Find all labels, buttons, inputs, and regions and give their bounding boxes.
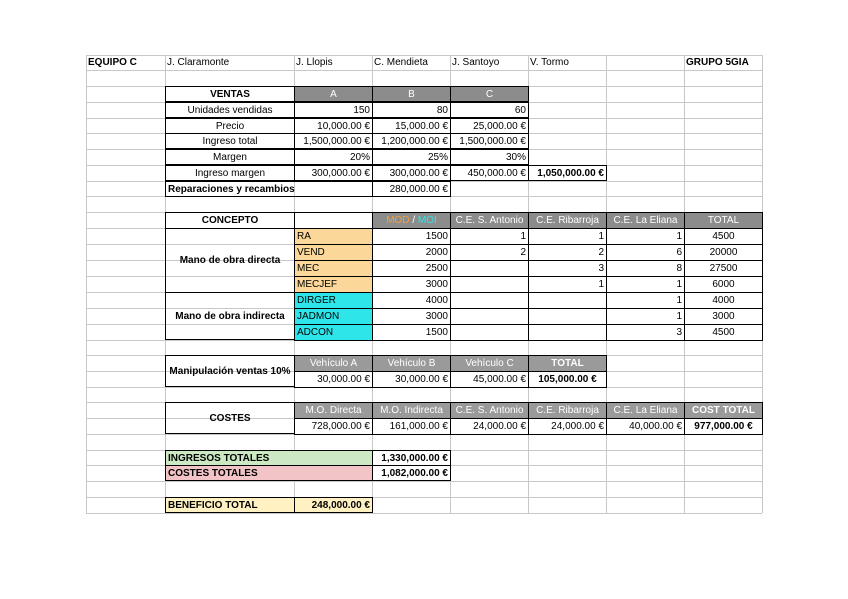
reparaciones-value[interactable]: 280,000.00 € bbox=[372, 181, 451, 197]
ventas-row-value[interactable]: 1,500,000.00 € bbox=[294, 133, 373, 149]
concepto-code[interactable]: ADCON bbox=[294, 324, 373, 341]
costes-value[interactable]: 24,000.00 € bbox=[450, 418, 529, 435]
concepto-code[interactable]: JADMON bbox=[294, 308, 373, 325]
concepto-code[interactable]: MEC bbox=[294, 260, 373, 277]
concepto-code[interactable]: DIRGER bbox=[294, 292, 373, 309]
ventas-row-label[interactable]: Unidades vendidas bbox=[165, 102, 295, 118]
mod-moi-separator: / bbox=[409, 215, 418, 226]
ventas-row-value[interactable]: 80 bbox=[372, 102, 451, 118]
concepto-ribarroja[interactable]: 2 bbox=[528, 244, 607, 261]
ventas-row-value[interactable]: 60 bbox=[450, 102, 529, 118]
ventas-row-label[interactable]: Ingreso margen bbox=[165, 165, 295, 181]
concepto-ribarroja[interactable]: 1 bbox=[528, 228, 607, 245]
concepto-antonio[interactable] bbox=[450, 324, 529, 341]
concepto-eliana[interactable]: 3 bbox=[606, 324, 685, 341]
costes-value[interactable]: 40,000.00 € bbox=[606, 418, 685, 435]
concepto-rate[interactable]: 1500 bbox=[372, 324, 451, 341]
ventas-row-label[interactable]: Margen bbox=[165, 149, 295, 165]
costes-value[interactable]: 728,000.00 € bbox=[294, 418, 373, 435]
ventas-row-value[interactable]: 300,000.00 € bbox=[294, 165, 373, 181]
manipulacion-col-header[interactable]: Vehículo B bbox=[372, 355, 451, 372]
costes-col-header[interactable]: C.E. Ribarroja bbox=[528, 402, 607, 419]
concepto-col-eliana[interactable]: C.E. La Eliana bbox=[606, 212, 685, 229]
concepto-total[interactable]: 6000 bbox=[684, 276, 763, 293]
moi-label: MOI bbox=[417, 215, 437, 226]
ventas-row-value[interactable]: 25% bbox=[372, 149, 451, 165]
concepto-ribarroja[interactable]: 1 bbox=[528, 276, 607, 293]
concepto-total[interactable]: 4500 bbox=[684, 228, 763, 245]
concepto-title[interactable]: CONCEPTO bbox=[165, 212, 295, 229]
mod-label: MOD bbox=[386, 215, 410, 226]
manipulacion-col-header[interactable]: Vehículo C bbox=[450, 355, 529, 372]
costes-totales-label[interactable]: COSTES TOTALES bbox=[165, 465, 373, 481]
concepto-eliana[interactable]: 6 bbox=[606, 244, 685, 261]
concepto-col-ribarroja[interactable]: C.E. Ribarroja bbox=[528, 212, 607, 229]
concepto-rate[interactable]: 3000 bbox=[372, 276, 451, 293]
mod-moi-header[interactable] bbox=[372, 212, 451, 229]
member-4[interactable]: J. Santoyo bbox=[452, 57, 500, 68]
ventas-row-value[interactable]: 15,000.00 € bbox=[372, 118, 451, 134]
concepto-code[interactable]: RA bbox=[294, 228, 373, 245]
concepto-antonio[interactable] bbox=[450, 292, 529, 309]
concepto-col-antonio[interactable]: C.E. S. Antonio bbox=[450, 212, 529, 229]
ventas-row-label[interactable]: Ingreso total bbox=[165, 133, 295, 149]
ventas-col-b[interactable]: B bbox=[372, 86, 451, 102]
beneficio-total-value[interactable]: 248,000.00 € bbox=[294, 497, 373, 513]
concepto-antonio[interactable]: 2 bbox=[450, 244, 529, 261]
concepto-rate[interactable]: 1500 bbox=[372, 228, 451, 245]
concepto-ribarroja[interactable] bbox=[528, 308, 607, 325]
ventas-row-value[interactable]: 450,000.00 € bbox=[450, 165, 529, 181]
concepto-rate[interactable]: 4000 bbox=[372, 292, 451, 309]
concepto-total[interactable]: 20000 bbox=[684, 244, 763, 261]
concepto-rate[interactable]: 3000 bbox=[372, 308, 451, 325]
ingresos-totales-value[interactable]: 1,330,000.00 € bbox=[372, 450, 451, 466]
concepto-total[interactable]: 4000 bbox=[684, 292, 763, 309]
concepto-total[interactable]: 27500 bbox=[684, 260, 763, 277]
ventas-row-label[interactable]: Precio bbox=[165, 118, 295, 134]
concepto-antonio[interactable] bbox=[450, 276, 529, 293]
ventas-row-value[interactable]: 20% bbox=[294, 149, 373, 165]
concepto-blank-header[interactable] bbox=[294, 212, 373, 229]
concepto-ribarroja[interactable]: 3 bbox=[528, 260, 607, 277]
ventas-ingreso-margen-total[interactable]: 1,050,000.00 € bbox=[528, 165, 607, 181]
ventas-row-value[interactable]: 25,000.00 € bbox=[450, 118, 529, 134]
manipulacion-label[interactable]: Manipulación ventas 10% bbox=[165, 355, 295, 387]
concepto-antonio[interactable] bbox=[450, 308, 529, 325]
team-label[interactable]: EQUIPO C bbox=[88, 57, 137, 68]
ventas-row-value[interactable]: 150 bbox=[294, 102, 373, 118]
concepto-code[interactable]: VEND bbox=[294, 244, 373, 261]
ventas-row-value[interactable]: 10,000.00 € bbox=[294, 118, 373, 134]
manipulacion-value[interactable]: 30,000.00 € bbox=[372, 371, 451, 388]
manipulacion-value[interactable]: 105,000.00 € bbox=[528, 371, 607, 388]
group-mano-obra-indirecta[interactable]: Mano de obra indirecta bbox=[165, 292, 295, 340]
costes-value[interactable]: 161,000.00 € bbox=[372, 418, 451, 435]
manipulacion-value[interactable]: 45,000.00 € bbox=[450, 371, 529, 388]
costes-value[interactable]: 24,000.00 € bbox=[528, 418, 607, 435]
concepto-eliana[interactable]: 1 bbox=[606, 228, 685, 245]
ventas-row-value[interactable]: 30% bbox=[450, 149, 529, 165]
costes-col-header[interactable]: M.O. Indirecta bbox=[372, 402, 451, 419]
concepto-col-total[interactable]: TOTAL bbox=[684, 212, 763, 229]
concepto-eliana[interactable]: 8 bbox=[606, 260, 685, 277]
concepto-rate[interactable]: 2500 bbox=[372, 260, 451, 277]
member-2[interactable]: J. Llopis bbox=[296, 57, 333, 68]
reparaciones-label[interactable]: Reparaciones y recambios bbox=[165, 181, 373, 197]
concepto-total[interactable]: 4500 bbox=[684, 324, 763, 341]
costes-value[interactable]: 977,000.00 € bbox=[684, 418, 763, 435]
costes-col-header[interactable]: C.E. S. Antonio bbox=[450, 402, 529, 419]
concepto-ribarroja[interactable] bbox=[528, 292, 607, 309]
concepto-eliana[interactable]: 1 bbox=[606, 308, 685, 325]
manipulacion-col-header[interactable]: TOTAL bbox=[528, 355, 607, 372]
ventas-row-value[interactable]: 1,200,000.00 € bbox=[372, 133, 451, 149]
ingresos-totales-label[interactable]: INGRESOS TOTALES bbox=[165, 450, 373, 466]
member-1[interactable]: J. Claramonte bbox=[167, 57, 230, 68]
ventas-col-c[interactable]: C bbox=[450, 86, 529, 102]
concepto-rate[interactable]: 2000 bbox=[372, 244, 451, 261]
concepto-code[interactable]: MECJEF bbox=[294, 276, 373, 293]
costes-totales-value[interactable]: 1,082,000.00 € bbox=[372, 465, 451, 481]
costes-col-header[interactable]: C.E. La Eliana bbox=[606, 402, 685, 419]
concepto-eliana[interactable]: 1 bbox=[606, 276, 685, 293]
beneficio-total-label[interactable]: BENEFICIO TOTAL bbox=[165, 497, 295, 513]
concepto-eliana[interactable]: 1 bbox=[606, 292, 685, 309]
manipulacion-value[interactable]: 30,000.00 € bbox=[294, 371, 373, 388]
member-5[interactable]: V. Tormo bbox=[530, 57, 569, 68]
concepto-ribarroja[interactable] bbox=[528, 324, 607, 341]
costes-col-header[interactable]: M.O. Directa bbox=[294, 402, 373, 419]
ventas-row-value[interactable]: 1,500,000.00 € bbox=[450, 133, 529, 149]
group-label[interactable]: GRUPO 5GIA bbox=[686, 57, 749, 68]
concepto-antonio[interactable]: 1 bbox=[450, 228, 529, 245]
group-mano-obra-directa[interactable]: Mano de obra directa bbox=[165, 228, 295, 293]
concepto-total[interactable]: 3000 bbox=[684, 308, 763, 325]
concepto-antonio[interactable] bbox=[450, 260, 529, 277]
ventas-col-a[interactable]: A bbox=[294, 86, 373, 102]
member-3[interactable]: C. Mendieta bbox=[374, 57, 428, 68]
manipulacion-col-header[interactable]: Vehículo A bbox=[294, 355, 373, 372]
ventas-row-value[interactable]: 300,000.00 € bbox=[372, 165, 451, 181]
ventas-title[interactable]: VENTAS bbox=[165, 86, 295, 102]
costes-col-header[interactable]: COST TOTAL bbox=[684, 402, 763, 419]
costes-label[interactable]: COSTES bbox=[165, 402, 295, 434]
